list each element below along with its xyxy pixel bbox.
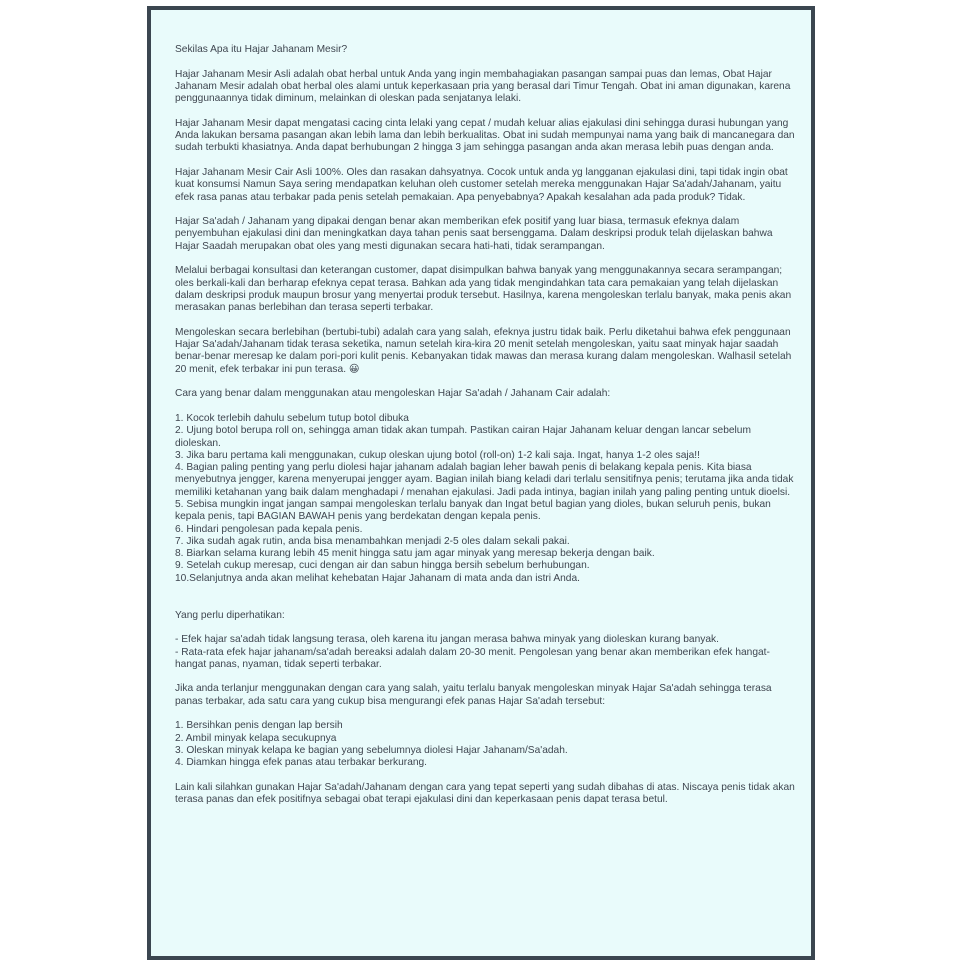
paragraph: Cara yang benar dalam menggunakan atau mengoleskan Hajar Sa'adah / Jahanam Cair adalah:: [175, 388, 611, 400]
list-item: 8. Biarkan selama kurang lebih 45 menit hingga satu jam agar minyak yang meresap bekerja dengan baik.: [175, 548, 655, 560]
paragraph: Hajar Jahanam Mesir Asli adalah obat herbal untuk Anda yang ingin membahagiakan pasangan sampai puas dan lemas, Obat Hajar Jahanam Mesir adalah obat herbal oles alami untuk keperkasaan pria yang berasal dari Timur Tengah. Obat ini aman digunakan, karena penggunaannya tidak diminum, melainkan di oleskan pada senjatanya lelaki.: [175, 68, 791, 105]
list-item: 7. Jika sudah agak rutin, anda bisa menambahkan menjadi 2-5 oles dalam sekali pakai.: [175, 535, 570, 547]
list-item: 6. Hindari pengolesan pada kepala penis.: [175, 523, 363, 535]
list-item: 3. Jika baru pertama kali menggunakan, cukup oleskan ujung botol (roll-on) 1-2 kali saja. Ingat, hanya 1-2 oles saja!!: [175, 449, 700, 461]
list-item: 1. Bersihkan penis dengan lap bersih: [175, 720, 343, 732]
document-body: [175, 44, 795, 819]
list-item: 2. Ambil minyak kelapa secukupnya: [175, 732, 337, 744]
list-item: 10.Selanjutnya anda akan melihat kehebatan Hajar Jahanam di mata anda dan istri Anda.: [175, 572, 580, 584]
list-item: 4. Diamkan hingga efek panas atau terbakar berkurang.: [175, 757, 428, 769]
usage-steps-list: [175, 413, 795, 585]
list-item: 2. Ujung botol berupa roll on, sehingga aman tidak akan tumpah. Pastikan cairan Hajar Jahanam keluar dengan lancar sebelum dioleskan.: [175, 425, 751, 449]
paragraph: Mengoleskan secara berlebihan (bertubi-tubi) adalah cara yang salah, efeknya justru tidak baik. Perlu diketahui bahwa efek penggunaan Hajar Sa'adah/Jahanam tidak terasa seketika, namun setelah kira-kira 20 menit setelah mengoleskan, yaitu saat minyak hajar saadah benar-benar meresap ke dalam pori-pori kulit penis. Kebanyakan tidak mawas dan merasa kurang dalam mengoleskan. Walhasil setelah 20 menit, efek terbakar ini pun terasa. 😀: [175, 326, 792, 375]
list-item: 5. Sebisa mungkin ingat jangan sampai mengoleskan terlalu banyak dan Ingat betul bagian yang dioles, bukan seluruh penis, bukan kepala penis, tapi BAGIAN BAWAH penis yang berdekatan dengan kepala penis.: [175, 498, 771, 523]
document-title: Sekilas Apa itu Hajar Jahanam Mesir?: [175, 44, 348, 55]
paragraph: Hajar Jahanam Mesir dapat mengatasi cacing cinta lelaki yang cepat / mudah keluar alias ejakulasi dini sehingga durasi hubungan yang Anda lakukan bersama pasangan akan lebih lama dan lebih berkualitas. Obat ini sudah mempunyai nama yang baik di mancanegara dan sudah terbukti khasiatnya. Anda dapat berhubungan 2 hingga 3 jam sehingga pasangan anda akan merasa lebih puas dengan anda.: [175, 117, 795, 154]
list-item: - Rata-rata efek hajar jahanam/sa'adah bereaksi adalah dalam 20-30 menit. Pengolesan yang benar akan memberikan efek hangat-hangat panas, nyaman, tidak seperti terbakar.: [175, 646, 770, 670]
list-item: - Efek hajar sa'adah tidak langsung terasa, oleh karena itu jangan merasa bahwa minyak yang dioleskan kurang banyak.: [175, 634, 719, 646]
paragraph: Jika anda terlanjur menggunakan dengan cara yang salah, yaitu terlalu banyak mengoleskan minyak Hajar Sa'adah sehingga terasa panas terbakar, ada satu cara yang cukup bisa mengurangi efek panas Hajar Sa'adah tersebut:: [175, 683, 772, 707]
paragraph: Hajar Sa'adah / Jahanam yang dipakai dengan benar akan memberikan efek positif yang luar biasa, termasuk efeknya dalam penyembuhan ejakulasi dini dan meningkatkan daya tahan penis saat bersenggama. Dalam deskripsi produk telah dijelaskan bahwa Hajar Saadah merupakan obat oles yang mesti digunakan secara hati-hati, tidak serampangan.: [175, 216, 773, 252]
spacer: [175, 597, 795, 609]
fix-steps-list: [175, 720, 795, 769]
paragraph: Melalui berbagai konsultasi dan keterangan customer, dapat disimpulkan bahwa banyak yang menggunakannya secara serampangan; oles berkali-kali dan berharap efeknya cepat terasa. Bahkan ada yang tidak mengindahkan tata cara pemakaian yang telah dijelaskan dalam deskripsi produk maupun brosur yang menyertai produk tersebut. Hasilnya, karena mengoleskan terlalu banyak, maka penis akan merasakan panas berlebihan dan terasa seperti terbakar.: [175, 265, 792, 314]
paragraph: Hajar Jahanam Mesir Cair Asli 100%. Oles dan rasakan dahsyatnya. Cocok untuk anda yg langganan ejakulasi dini, tapi tidak ingin obat kuat konsumsi Namun Saya sering mendapatkan keluhan oleh customer setelah mereka menggunakan Hajar Sa'adah/Jahanam, yaitu efek rasa panas atau terbakar pada penis setelah pemakaian. Apa penyebabnya? Apakah kesalahan ada pada produk? Tidak.: [175, 166, 788, 203]
list-item: 9. Setelah cukup meresap, cuci dengan air dan sabun hingga bersih sebelum berhubungan.: [175, 560, 590, 572]
notes-title: Yang perlu diperhatikan:: [175, 609, 285, 621]
closing-paragraph: Lain kali silahkan gunakan Hajar Sa'adah/Jahanam dengan cara yang tepat seperti yang sudah dibahas di atas. Niscaya penis tidak akan terasa panas dan efek positifnya sebagai obat terapi ejakulasi dini dan keperkasaan penis dapat terasa betul.: [175, 781, 795, 806]
list-item: 1. Kocok terlebih dahulu sebelum tutup botol dibuka: [175, 412, 409, 424]
notes-list: [175, 634, 795, 671]
list-item: 4. Bagian paling penting yang perlu diolesi hajar jahanam adalah bagian leher bawah penis di belakang kepala penis. Kita biasa menyebutnya jengger, karena menyerupai jengger ayam. Bagian inilah biang keladi dari terlalu sensitifnya penis; terutama jika anda tidak memiliki ketahanan yang baik dalam menghadapi / menahan ejakulasi. Jadi pada intinya, bagian inilah yang paling penting untuk dioelsi.: [175, 462, 794, 498]
document-frame: [147, 6, 815, 960]
list-item: 3. Oleskan minyak kelapa ke bagian yang sebelumnya diolesi Hajar Jahanam/Sa'adah.: [175, 744, 568, 756]
